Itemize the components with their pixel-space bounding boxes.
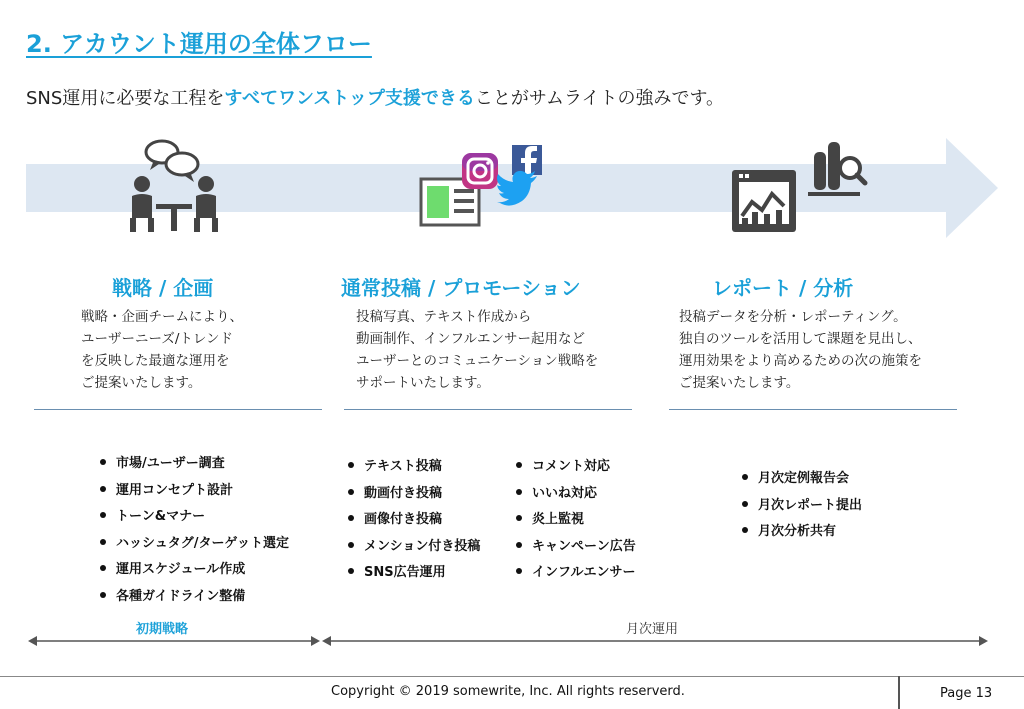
range-arrow-initial [28,635,320,647]
desc-line: 投稿データを分析・レポーティング。 [679,309,907,325]
desc-line: サポートいたします。 [356,375,490,391]
range-label-initial: 初期戦略 [136,622,189,637]
footer-separator [898,676,900,709]
subtitle-pre: SNS運用に必要な工程を [26,88,225,109]
list-item: 月次定例報告会 [740,467,862,494]
column-title-posting: 通常投稿 / プロモーション [341,276,581,300]
list-item: 画像付き投稿 [346,508,480,535]
column-title-report: レポート / 分析 [712,276,854,300]
desc-line: 投稿写真、テキスト作成から [356,309,532,325]
column-title-strategy: 戦略 / 企画 [112,276,214,300]
subtitle-highlight: すべてワンストップ支援できる [224,88,475,109]
list-item: キャンペーン広告 [514,535,636,562]
page-number: Page 13 [940,686,993,701]
desc-line: を反映した最適な運用を [81,353,230,369]
list-item: メンション付き投稿 [346,535,480,562]
column-desc-strategy [81,306,243,394]
desc-line: ユーザーとのコミュニケーション戦略を [356,353,599,369]
list-item: 運用スケジュール作成 [98,558,289,585]
desc-line: ご提案いたします。 [81,375,202,391]
desc-line: 動画制作、インフルエンサー起用など [356,331,585,347]
analytics-icon [730,140,868,236]
subtitle-post: ことがサムライトの強みです。 [474,88,725,109]
list-item: トーン&マナー [98,505,289,532]
column-divider [669,409,957,410]
list-item: 炎上監視 [514,508,636,535]
posting-task-list-left [346,455,480,588]
strategy-task-list [98,452,289,611]
list-item: 月次レポート提出 [740,494,862,520]
footer-divider [0,676,1024,677]
report-task-list [740,467,862,547]
list-item: テキスト投稿 [346,455,480,482]
column-divider [34,409,322,410]
desc-line: 戦略・企画チームにより、 [81,309,243,325]
column-divider [344,409,632,410]
desc-line: 独自のツールを活用して課題を見出し、 [679,331,922,347]
posting-task-list-right [514,455,636,588]
column-desc-posting [356,306,598,394]
column-desc-report [679,306,922,394]
list-item: 市場/ユーザー調査 [98,452,289,479]
list-item: コメント対応 [514,455,636,482]
desc-line: 運用効果をより高めるための次の施策を [679,353,922,369]
list-item: 月次分析共有 [740,520,862,547]
list-item: 運用コンセプト設計 [98,479,289,505]
range-arrow-monthly [322,635,988,647]
list-item: いいね対応 [514,482,636,509]
list-item: SNS広告運用 [346,561,480,588]
meeting-icon [120,138,228,233]
sns-post-icon [418,143,548,231]
list-item: インフルエンサー [514,561,636,588]
list-item: 各種ガイドライン整備 [98,585,289,611]
page-subtitle [26,84,724,110]
page-title: 2. アカウント運用の全体フロー [26,30,372,58]
list-item: ハッシュタグ/ターゲット選定 [98,532,289,558]
list-item: 動画付き投稿 [346,482,480,509]
desc-line: ユーザーニーズ/トレンド [81,331,234,347]
range-label-monthly: 月次運用 [626,622,679,637]
desc-line: ご提案いたします。 [679,375,800,391]
copyright-text: Copyright © 2019 somewrite, Inc. All rights reserverd. [331,684,685,699]
